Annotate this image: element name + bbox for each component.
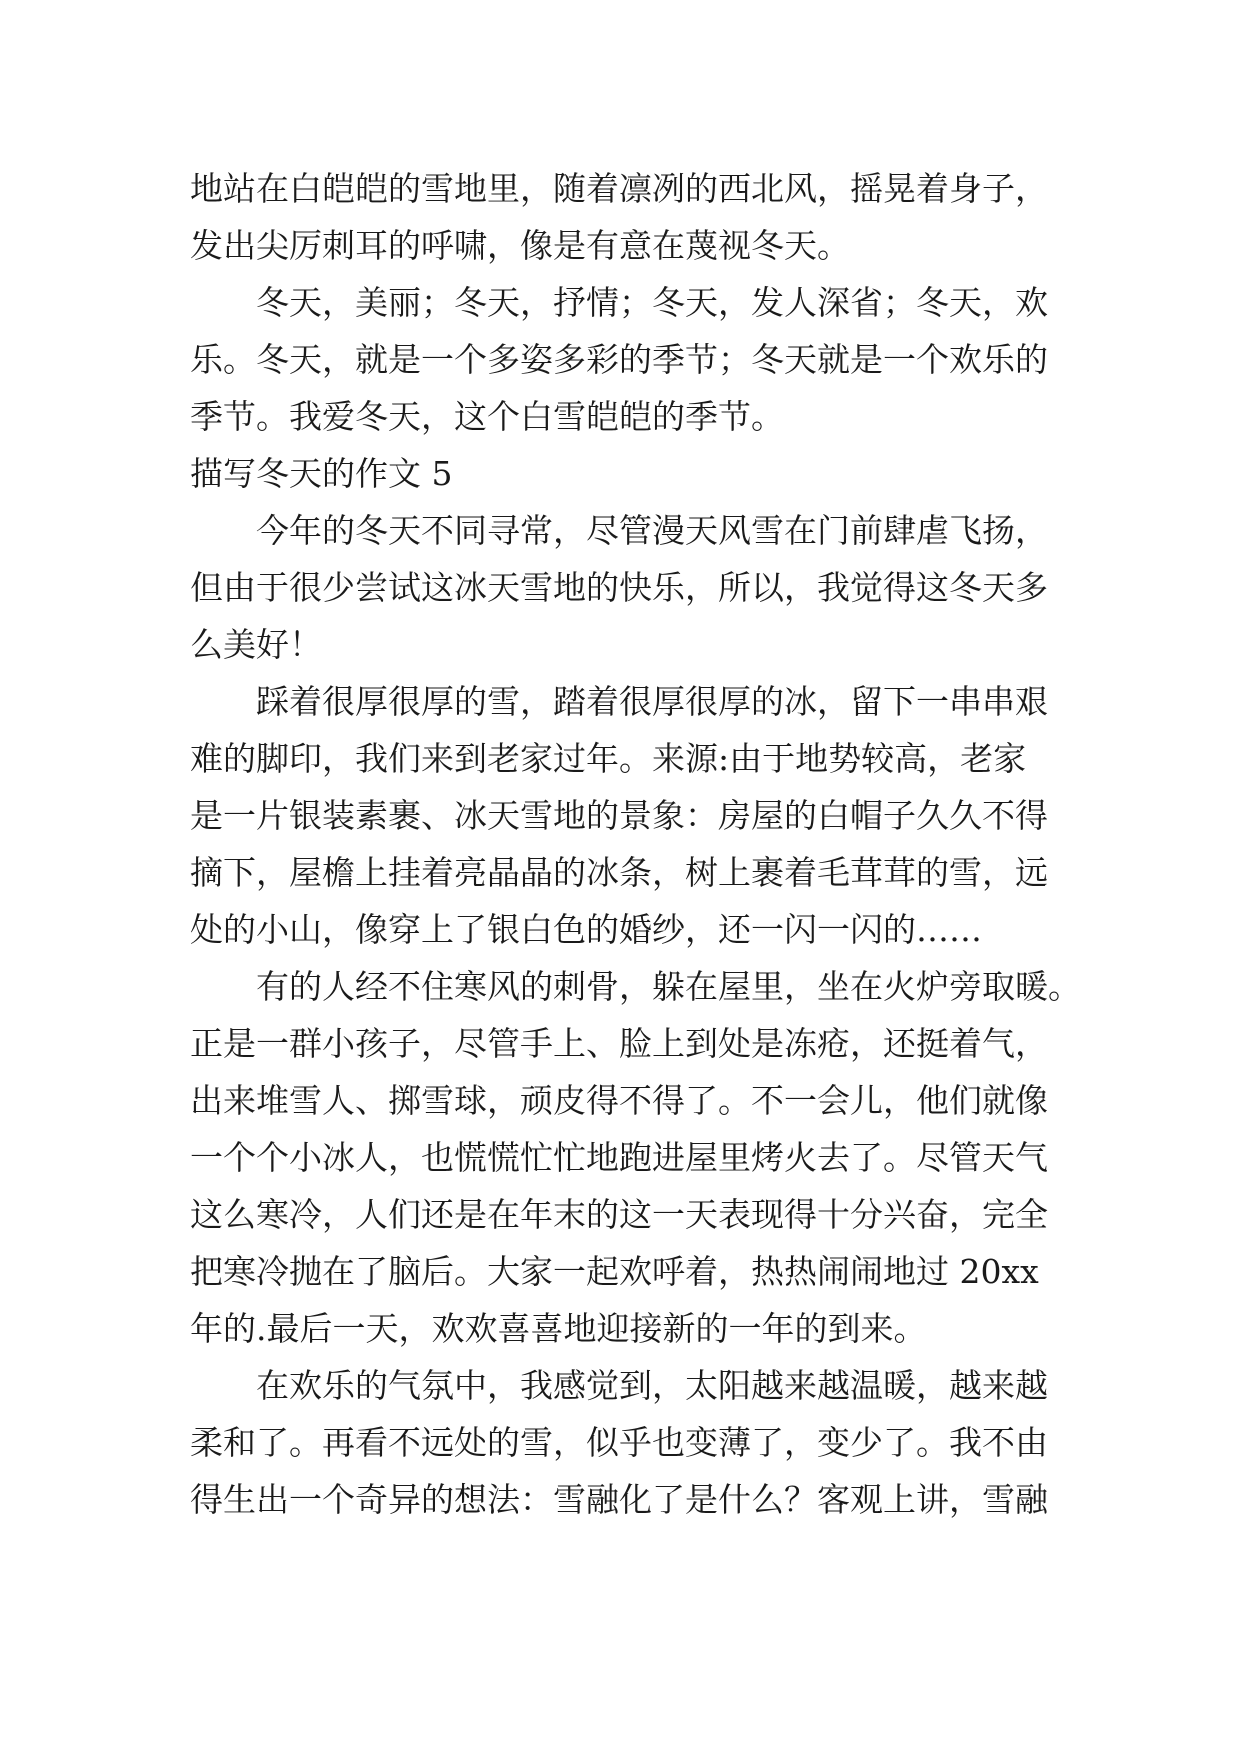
paragraph-line: 出来堆雪人、掷雪球，顽皮得不得了。不一会儿，他们就像 bbox=[190, 1081, 1048, 1120]
paragraph-line: 得生出一个奇异的想法：雪融化了是什么？客观上讲，雪融 bbox=[190, 1480, 1048, 1519]
paragraph-6 bbox=[190, 1357, 1070, 1528]
paragraph-line: 么美好！ bbox=[190, 625, 322, 664]
paragraph-line: 冬天，美丽；冬天，抒情；冬天，发人深省；冬天，欢 bbox=[256, 283, 1048, 322]
paragraph-1 bbox=[190, 160, 1070, 274]
paragraph-line: 地站在白皑皑的雪地里，随着凛冽的西北风，摇晃着身子， bbox=[190, 169, 1048, 208]
paragraph-line: 在欢乐的气氛中，我感觉到，太阳越来越温暖，越来越 bbox=[256, 1366, 1048, 1405]
paragraph-line: 乐。冬天，就是一个多姿多彩的季节；冬天就是一个欢乐的 bbox=[190, 340, 1048, 379]
document-body bbox=[190, 160, 1081, 1528]
paragraph-line: 摘下，屋檐上挂着亮晶晶的冰条，树上裹着毛茸茸的雪，远 bbox=[190, 853, 1048, 892]
paragraph-2 bbox=[190, 274, 1070, 445]
paragraph-5 bbox=[190, 958, 1081, 1357]
paragraph-line: 踩着很厚很厚的雪，踏着很厚很厚的冰，留下一串串艰 bbox=[256, 682, 1048, 721]
paragraph-line: 柔和了。再看不远处的雪，似乎也变薄了，变少了。我不由 bbox=[190, 1423, 1048, 1462]
paragraph-line: 是一片银装素裹、冰天雪地的景象：房屋的白帽子久久不得 bbox=[190, 796, 1048, 835]
paragraph-line: 一个个小冰人，也慌慌忙忙地跑进屋里烤火去了。尽管天气 bbox=[190, 1138, 1048, 1177]
paragraph-line: 这么寒冷，人们还是在年末的这一天表现得十分兴奋，完全 bbox=[190, 1195, 1048, 1234]
paragraph-line: 难的脚印，我们来到老家过年。来源:由于地势较高，老家 bbox=[190, 739, 1027, 778]
paragraph-line: 但由于很少尝试这冰天雪地的快乐，所以，我觉得这冬天多 bbox=[190, 568, 1048, 607]
paragraph-line: 季节。我爱冬天，这个白雪皑皑的季节。 bbox=[190, 397, 784, 436]
paragraph-line: 年的.最后一天，欢欢喜喜地迎接新的一年的到来。 bbox=[190, 1309, 927, 1348]
paragraph-line: 处的小山，像穿上了银白色的婚纱，还一闪一闪的…… bbox=[190, 910, 982, 949]
paragraph-line: 发出尖厉刺耳的呼啸，像是有意在蔑视冬天。 bbox=[190, 226, 850, 265]
paragraph-line: 有的人经不住寒风的刺骨，躲在屋里，坐在火炉旁取暖。 bbox=[256, 967, 1081, 1006]
paragraph-line: 今年的冬天不同寻常，尽管漫天风雪在门前肆虐飞扬， bbox=[256, 511, 1048, 550]
paragraph-3 bbox=[190, 502, 1070, 673]
section-heading: 描写冬天的作文 5 bbox=[190, 454, 453, 493]
paragraph-line: 正是一群小孩子，尽管手上、脸上到处是冻疮，还挺着气， bbox=[190, 1024, 1048, 1063]
paragraph-line: 把寒冷抛在了脑后。大家一起欢呼着，热热闹闹地过 20xx bbox=[190, 1252, 1039, 1291]
paragraph-4 bbox=[190, 673, 1070, 958]
